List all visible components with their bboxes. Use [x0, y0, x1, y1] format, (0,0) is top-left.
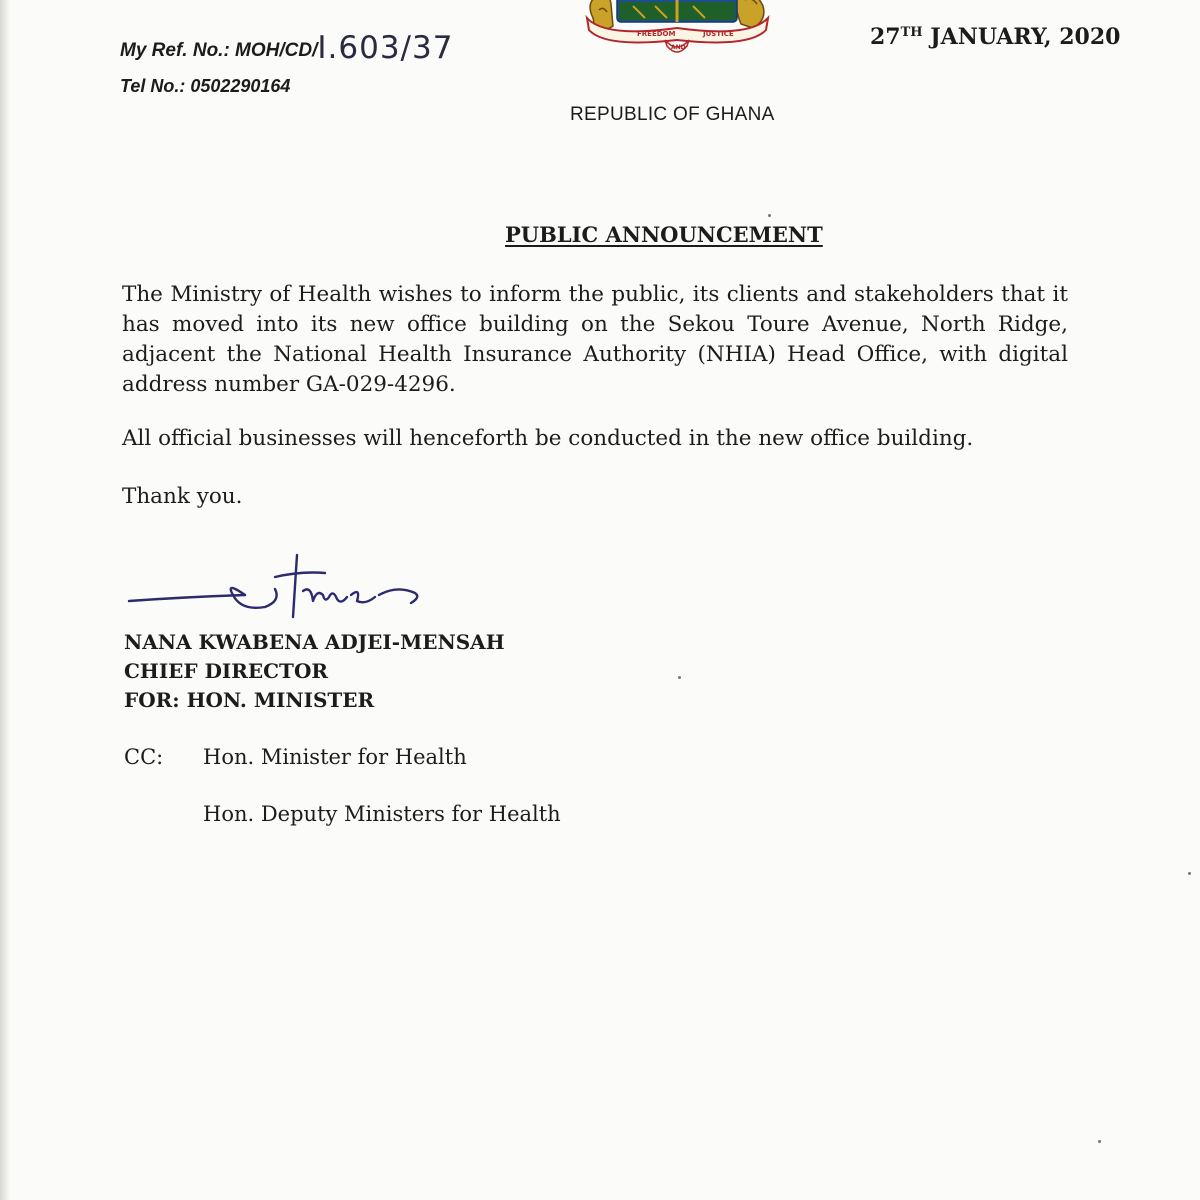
signatory-block [124, 628, 505, 715]
letter-date [870, 24, 1120, 50]
date-suffix: TH [900, 25, 923, 40]
scan-speck [768, 214, 771, 217]
republic-label: REPUBLIC OF GHANA [570, 104, 775, 125]
reference-number [120, 28, 453, 64]
signature-icon [125, 545, 435, 635]
crest-motto-left: FREEDOM [637, 30, 676, 38]
crest-motto-right: JUSTICE [703, 30, 734, 38]
date-month-year: JANUARY, 2020 [922, 24, 1121, 50]
closing-text: Thank you. [122, 484, 243, 509]
scan-speck [678, 676, 681, 679]
announcement-notice: All official businesses will henceforth be conducted in the new office building. [122, 426, 974, 451]
cc-label: CC: [124, 745, 164, 769]
crest-shield [617, 0, 737, 22]
signatory-title: CHIEF DIRECTOR [124, 659, 328, 683]
signatory-name: NANA KWABENA ADJEI-MENSAH [124, 630, 505, 654]
cc-recipient: Hon. Deputy Ministers for Health [203, 802, 561, 826]
page-edge-shadow [0, 0, 10, 1200]
reference-label: My Ref. No.: MOH/CD/ [120, 40, 318, 61]
coat-of-arms-icon [585, 0, 770, 58]
announcement-heading: PUBLIC ANNOUNCEMENT [505, 222, 823, 247]
crest-motto-bottom: AND [671, 44, 686, 51]
signatory-for-line: FOR: HON. MINISTER [124, 688, 375, 712]
scan-speck [1188, 872, 1191, 875]
cc-recipient: Hon. Minister for Health [203, 745, 467, 769]
reference-handwritten: I.603/37 [317, 30, 454, 66]
scan-speck [1098, 1140, 1101, 1143]
telephone-number: Tel No.: 0502290164 [120, 76, 291, 96]
announcement-body: The Ministry of Health wishes to inform the public, its clients and stakeholders that it has moved into its new office building on the Sekou Toure Avenue, North Ridge, adjacent the National Health Insurance Authority (NHIA) Head Office, with digital address number GA-029-4296. [122, 282, 1068, 397]
date-day: 27 [870, 24, 901, 50]
